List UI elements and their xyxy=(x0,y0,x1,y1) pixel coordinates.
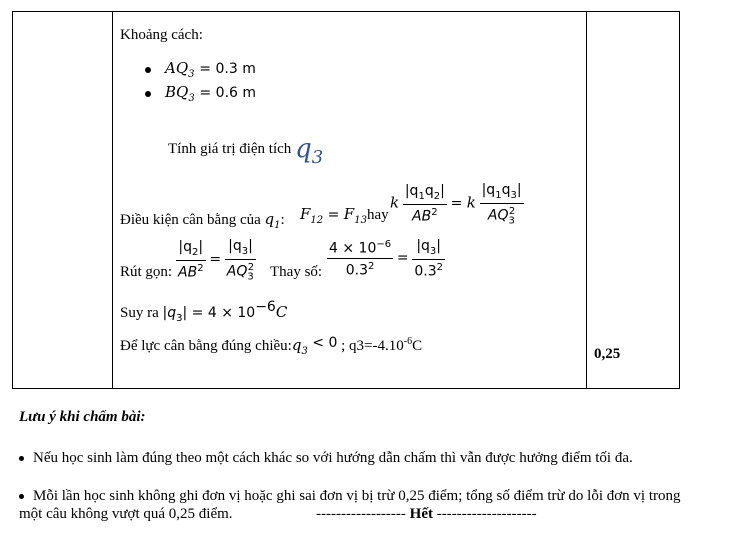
direction-line: Để lực cân bằng đúng $chiều:q_3 < 0$ ; $q3=-4.10^{-6}C$ xyxy=(120,335,423,357)
balance-label: Điều kiện cân bằng của xyxy=(120,212,261,228)
bq3-line: $BQ_3 = 0.6$ m xyxy=(145,83,256,104)
therefore-line: Suy ra $|q_3| = 4 \times 10^{-6}C$ xyxy=(120,299,288,324)
bullet-icon xyxy=(145,91,151,97)
balance-label-line: Điều kiện cân bằng của $q_1$: xyxy=(120,210,285,231)
note-2: Mỗi lần học sinh không ghi đơn vị hoặc ghi sai đơn vị bị trừ 0,25 điểm; tổng số điểm trừ do lỗi đơn vị trong xyxy=(19,488,681,505)
table-divider-left xyxy=(112,12,113,388)
balance-eq: $F_{12} = F_{13}hay$ xyxy=(300,205,389,226)
end-word: Hết xyxy=(409,506,433,522)
q3-lt0: < 0 xyxy=(312,335,338,351)
simplify-eq: $\frac{|q_2|}{AB^2}$ = $\frac{|q_3|}{AQ_3^2}$ xyxy=(178,238,255,283)
hay-word: hay xyxy=(366,207,389,223)
distance-label: Khoảng cách: xyxy=(120,27,203,43)
note-2-cont: một câu không vượt quá 0,25 điểm. xyxy=(19,506,233,522)
aq3-line: $AQ_3 = 0.3$ m xyxy=(145,59,256,80)
end-marker: ------------------ Hết -------------------- xyxy=(316,506,537,522)
coulomb-eq: k $\frac{|q_1q_2|}{AB^2}$ = k $\frac{|q_1q_3|}{AQ_3^2}$ xyxy=(390,182,522,227)
bq3-value: = 0.6 m xyxy=(199,85,257,101)
bullet-icon xyxy=(145,67,151,73)
q3-final: ; q3=-4.10 xyxy=(341,338,404,354)
simplify-label: Rút gọn: xyxy=(120,264,173,280)
direction-label: Để lực cân bằng đúng chiều: xyxy=(120,338,292,354)
table-divider-right xyxy=(586,12,587,388)
substitute-label: Thay số: xyxy=(270,264,323,280)
bullet-icon xyxy=(19,456,24,461)
therefore-label: Suy ra xyxy=(120,305,159,321)
note-1: Nếu học sinh làm đúng theo một cách khác so với hướng dẫn chấm thì vẫn được hưởng điểm tối đa. xyxy=(19,450,633,467)
compute-line: Tính giá trị điện tích $q_3$ xyxy=(168,134,324,169)
compute-label: Tính giá trị điện tích xyxy=(168,141,292,157)
bullet-icon xyxy=(19,494,24,499)
substitute-eq: $\frac{4 \times 10^{-6}}{0.3^2}$ = $\frac{|q_3|}{0.3^2}$ xyxy=(329,238,443,280)
q3-result: = 4 × 10 xyxy=(191,305,256,321)
score-cell: 0,25 xyxy=(594,346,621,362)
answer-table xyxy=(12,11,680,389)
notes-title: Lưu ý khi chấm bài: xyxy=(19,409,146,425)
aq3-value: = 0.3 m xyxy=(199,61,256,77)
